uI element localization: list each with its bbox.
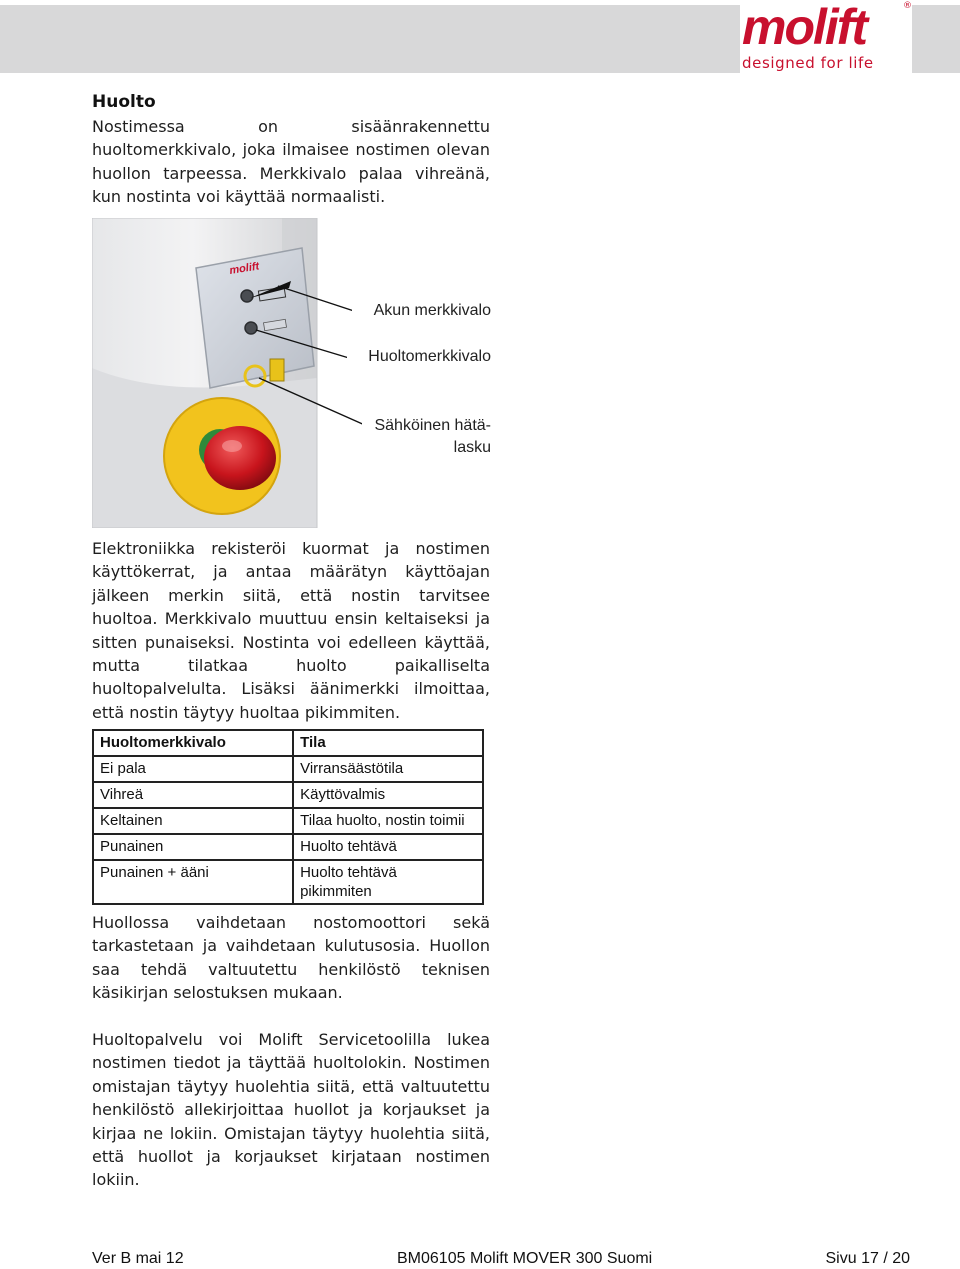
brand-logo xyxy=(740,0,912,74)
table-cell: Huolto tehtävä xyxy=(293,834,483,860)
table-row xyxy=(93,834,483,860)
maintenance-paragraph: Huollossa vaihdetaan nostomoottori sekä tarkastetaan ja vaihdetaan kulutusosia. Huollon saa tehdä valtuutettu henkilöstö teknisen käsikirjan selostuksen mukaan. xyxy=(92,913,490,1003)
table-cell: Huolto tehtävä pikimmiten xyxy=(293,860,483,904)
table-row xyxy=(93,808,483,834)
registered-mark: ® xyxy=(903,1,912,11)
service-light-status-table xyxy=(92,729,484,905)
electronics-paragraph: Elektroniikka rekisteröi kuormat ja nostimen käyttökerrat, ja antaa määrätyn käyttöajan jälkeen merkin siitä, että nostin tarvitsee huoltoa. Merkkivalo muuttuu ensin keltaiseksi ja sitten punaiseksi. Nostinta voi edelleen käyttää, mutta tilatkaa huolto paikalliselta huoltopalvelulta. Lisäksi äänimerkki ilmoittaa, että nostin täytyy huoltaa pikimmiten. xyxy=(92,539,490,722)
intro-paragraph: Nostimessa on sisäänrakennettu huoltomerkkivalo, joka ilmaisee nostimen olevan huollon tarpeessa. Merkkivalo palaa vihreänä, kun nostinta voi käyttää normaalisti. xyxy=(92,117,490,207)
table-cell: Keltainen xyxy=(93,808,293,834)
table-cell: Punainen xyxy=(93,834,293,860)
panel-logo: molift xyxy=(228,260,261,277)
logo-wordmark: molift xyxy=(742,0,867,55)
table-row xyxy=(93,756,483,782)
section-heading: Huolto xyxy=(92,92,156,112)
callout-service-light: Huoltomerkkivalo xyxy=(347,346,491,368)
footer-page-number: Sivu 17 / 20 xyxy=(825,1250,910,1267)
table-header-cell: Huoltomerkkivalo xyxy=(93,730,293,756)
callout-battery-light: Akun merkkivalo xyxy=(352,300,491,322)
table-cell: Punainen + ääni xyxy=(93,860,293,904)
table-row xyxy=(93,860,483,904)
table-cell: Käyttövalmis xyxy=(293,782,483,808)
logo-tagline: designed for life xyxy=(742,54,874,72)
emergency-stop-button-icon xyxy=(204,426,276,490)
callout-emergency-line1: Sähköinen hätä- xyxy=(374,417,491,434)
control-panel-figure xyxy=(92,218,492,528)
battery-light-icon xyxy=(241,290,253,302)
footer-version: Ver B mai 12 xyxy=(92,1250,184,1267)
service-light-icon xyxy=(245,322,257,334)
servicetool-paragraph: Huoltopalvelu voi Molift Servicetoolilla lukea nostimen tiedot ja täyttää huoltolokin. Nostimen omistajan täytyy huolehtia siitä, että valtuutettu henkilöstö allekirjoittaa huollot ja korjaukset ja kirjaa ne lokiin. Omistajan täytyy huolehtia siitä, että huollot ja korjaukset kirjataan nostimen lokiin. xyxy=(92,1030,490,1190)
table-cell: Tilaa huolto, nostin toimii xyxy=(293,808,483,834)
table-header-cell: Tila xyxy=(293,730,483,756)
table-cell: Ei pala xyxy=(93,756,293,782)
footer-document-title: BM06105 Molift MOVER 300 Suomi xyxy=(397,1250,653,1267)
table-cell: Virransäästötila xyxy=(293,756,483,782)
table-row xyxy=(93,782,483,808)
callout-emergency-lowering xyxy=(362,415,491,459)
callout-emergency-line2: lasku xyxy=(453,439,491,456)
control-panel-photo xyxy=(92,218,492,528)
table-cell: Vihreä xyxy=(93,782,293,808)
table-header-row xyxy=(93,730,483,756)
